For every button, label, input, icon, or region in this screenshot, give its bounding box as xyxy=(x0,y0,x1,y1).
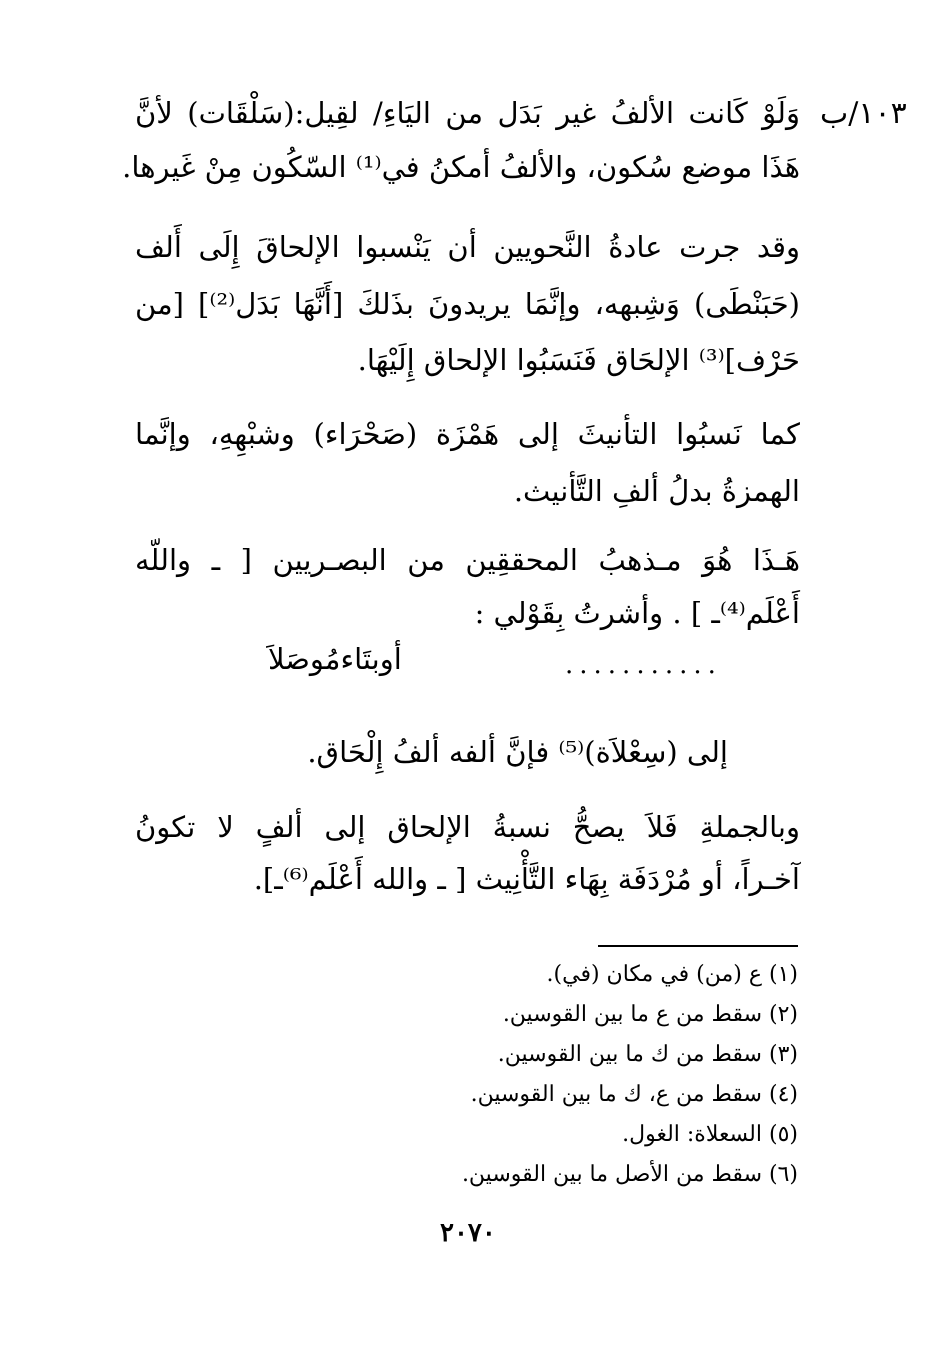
footnote-6: (٦) سقط من الأصل ما بين القوسين. xyxy=(461,1162,798,1187)
footnote-5: (٥) السعلاة: الغول. xyxy=(622,1122,798,1147)
paragraph-2-line-2: (حَبَنْطَى) وَشِبهه، وإنَّمَا يريدونَ بذَلكَ [أَنَّهَا بَدَل⁽²⁾] [من xyxy=(135,287,800,321)
paragraph-4-line-1: هَـذَا هُوَ مـذهبُ المحققِين من البصـريين [ ـ واللّه xyxy=(135,543,800,577)
page-number: ٢٠٧٠ xyxy=(440,1218,496,1248)
footnote-3: (٣) سقط من ك ما بين القوسين. xyxy=(497,1042,798,1067)
paragraph-4-line-2: أَعْلَم⁽⁴⁾ـ ] . وأشرتُ بِقَوْلي : xyxy=(474,596,800,630)
paragraph-2-line-3: حَرْف]⁽³⁾ الإلحَاق فَنَسَبُوا الإلحاق إِلَيْهَا. xyxy=(357,343,800,377)
paragraph-5-line-1: إلى (سِعْلاَة)⁽⁵⁾ فإنَّ ألفه ألفُ إِلْحَاق. xyxy=(307,735,728,769)
verse-ellipsis: ........... xyxy=(565,650,722,680)
paragraph-2-line-1: وقد جرت عادةُ النَّحويين أن يَنْسبوا الإلحاقَ إِلَى أَلف xyxy=(135,230,800,264)
footnote-2: (٢) سقط من ع ما بين القوسين. xyxy=(502,1002,798,1027)
verse-fragment: أوبتَاءمُوصَلاَ xyxy=(268,642,402,676)
paragraph-6-line-2: آخـراً، أو مُرْدَفَة بِهَاء التَّأْنِيث [ ـ والله أَعْلَم⁽⁶⁾ـ]. xyxy=(253,862,800,896)
footnote-1: (١) ع (من) في مكان (في). xyxy=(546,962,798,987)
footnote-4: (٤) سقط من ع، ك ما بين القوسين. xyxy=(470,1082,798,1107)
paragraph-3-line-2: الهمزةُ بدلُ ألفِ التَّأنيث. xyxy=(513,474,800,508)
margin-folio-reference: ١٠٣/ب xyxy=(820,96,907,131)
footnote-divider xyxy=(598,945,798,947)
paragraph-1-line-2: هَذَا موضع سُكون، والألفُ أمكنُ في⁽¹⁾ السّكُون مِنْ غَيرها. xyxy=(122,150,800,184)
paragraph-3-line-1: كما نَسبُوا التأنيثَ إلى هَمْزَة (صَحْرَاء) وشبْهِهِ، وإنَّما xyxy=(135,417,800,451)
paragraph-1-line-1: وَلَوْ كَانت الألفُ غير بَدَل من اليَاءِ/ لقِيل:(سَلْقَات) لأنَّ xyxy=(135,96,800,130)
paragraph-6-line-1: وبالجملةِ فَلاَ يصحُّ نسبةُ الإلحاق إلى ألفٍ لا تكونُ xyxy=(135,810,800,844)
